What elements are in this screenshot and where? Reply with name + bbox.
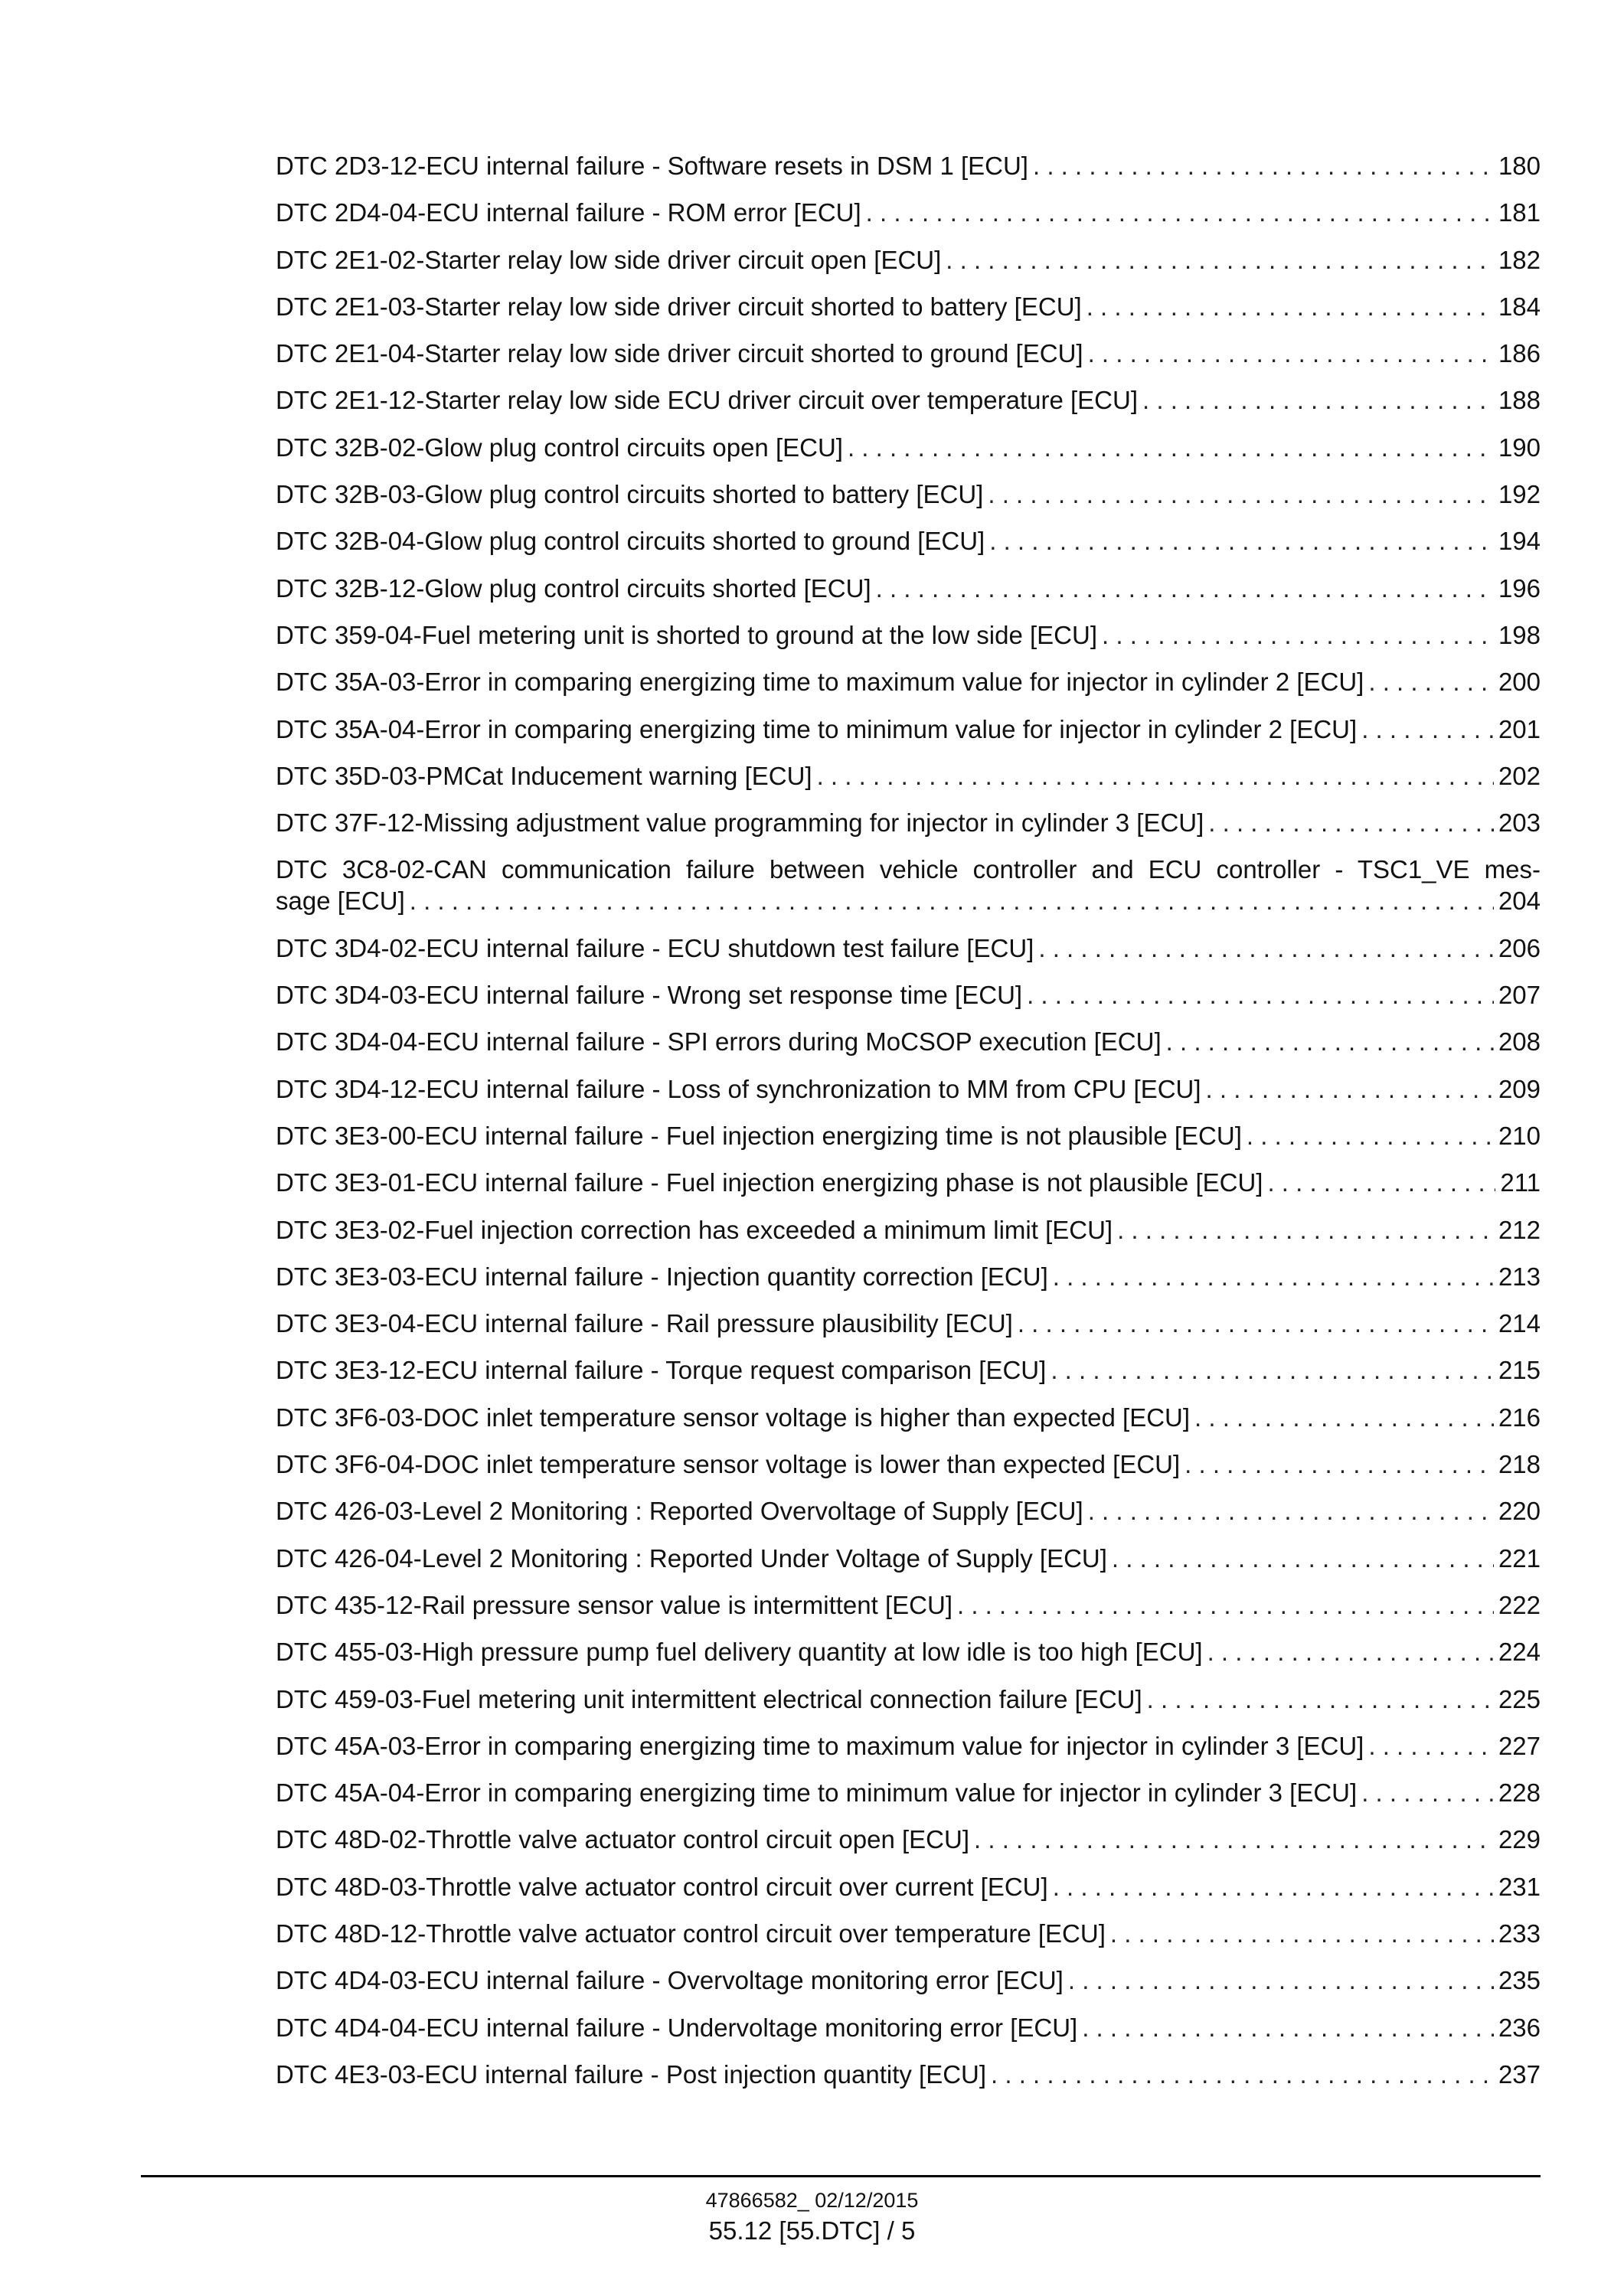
toc-entry-page-number: 211 <box>1500 1168 1541 1197</box>
toc-entry-line <box>276 1402 1541 1433</box>
toc-entry[interactable] <box>276 807 1541 854</box>
toc-entry-page-number: 218 <box>1498 1450 1541 1479</box>
toc-entry-page-number: 237 <box>1498 2059 1541 2089</box>
toc-entry[interactable] <box>276 338 1541 384</box>
toc-entry-line <box>276 1261 1541 1292</box>
toc-entry-page-number: 229 <box>1498 1825 1541 1854</box>
toc-entry-title: DTC 3D4-02-ECU internal failure - ECU shutdown test failure [ECU] <box>276 933 1034 962</box>
toc-entry[interactable] <box>276 979 1541 1026</box>
dot-leader <box>1086 291 1494 322</box>
toc-entry[interactable] <box>276 432 1541 478</box>
toc-entry[interactable] <box>276 1543 1541 1589</box>
toc-entry-page-number: 212 <box>1498 1215 1541 1244</box>
toc-entry-line <box>276 432 1541 463</box>
dot-leader <box>1038 932 1494 964</box>
dot-leader <box>1185 1448 1494 1480</box>
dot-leader <box>1361 714 1494 745</box>
toc-entry-page-number: 222 <box>1498 1590 1541 1619</box>
toc-entry-title: DTC 32B-04-Glow plug control circuits shorted to ground [ECU] <box>276 527 985 556</box>
dot-leader <box>1361 1777 1494 1808</box>
toc-entry-line <box>276 619 1541 651</box>
dot-leader <box>1147 1684 1494 1715</box>
toc-entry[interactable] <box>276 1730 1541 1777</box>
toc-entry-line <box>276 197 1541 228</box>
toc-entry-title: DTC 3D4-12-ECU internal failure - Loss of synchronization to MM from CPU [ECU] <box>276 1074 1201 1103</box>
toc-entry-page-number: 180 <box>1498 152 1541 180</box>
toc-entry[interactable] <box>276 244 1541 291</box>
toc-entry[interactable] <box>276 197 1541 243</box>
toc-entry-line <box>276 1777 1541 1808</box>
dot-leader <box>1088 1495 1494 1527</box>
toc-entry-title-continuation: sage [ECU] <box>276 887 405 916</box>
dot-leader <box>1207 1636 1494 1667</box>
toc-entry-page-number: 203 <box>1498 808 1541 838</box>
toc-entry-title: DTC 3E3-03-ECU internal failure - Injection quantity correction [ECU] <box>276 1262 1048 1291</box>
toc-entry[interactable] <box>276 150 1541 197</box>
dot-leader <box>1166 1026 1494 1057</box>
toc-entry-line <box>276 1495 1541 1527</box>
toc-entry-title: DTC 3C8-02-CAN communication failure between vehicle controller and ECU controller - TSC1_VE mes- <box>276 855 1541 884</box>
toc-entry-title: DTC 3E3-12-ECU internal failure - Torque request comparison [ECU] <box>276 1356 1047 1385</box>
toc-entry-line <box>276 573 1541 604</box>
toc-entry-title: DTC 2E1-04-Starter relay low side driver circuit shorted to ground [ECU] <box>276 339 1083 368</box>
dot-leader <box>410 885 1494 916</box>
toc-entry-page-number: 190 <box>1498 433 1541 462</box>
toc-entry-line <box>276 338 1541 369</box>
footer-divider <box>141 2175 1541 2177</box>
toc-entry-title: DTC 48D-02-Throttle valve actuator control circuit open [ECU] <box>276 1825 970 1854</box>
toc-entry-page-number: 216 <box>1498 1403 1541 1432</box>
toc-entry-title: DTC 2E1-03-Starter relay low side driver circuit shorted to battery [ECU] <box>276 292 1082 321</box>
dot-leader <box>1368 666 1494 697</box>
toc-entry-title: DTC 435-12-Rail pressure sensor value is intermittent [ECU] <box>276 1590 953 1619</box>
toc-entry-line <box>276 1636 1541 1667</box>
toc-entry-line <box>276 760 1541 792</box>
toc-entry-page-number: 221 <box>1498 1543 1541 1573</box>
toc-entry-page-number: 206 <box>1498 933 1541 962</box>
toc-entry-title: DTC 459-03-Fuel metering unit intermittent electrical connection failure [ECU] <box>276 1684 1142 1713</box>
toc-entry-line <box>276 979 1541 1011</box>
toc-entry[interactable] <box>276 760 1541 807</box>
toc-entry-line <box>276 478 1541 510</box>
toc-entry-line <box>276 714 1541 745</box>
toc-entry-title: DTC 35A-04-Error in comparing energizing time to minimum value for injector in cylinder 2 [ECU] <box>276 714 1358 743</box>
toc-entry-line <box>276 1684 1541 1715</box>
toc-entry-title: DTC 3E3-00-ECU internal failure - Fuel injection energizing time is not plausible [ECU] <box>276 1121 1242 1150</box>
toc-entry-page-number: 196 <box>1498 573 1541 603</box>
toc-entry-line <box>276 525 1541 557</box>
toc-entry[interactable] <box>276 619 1541 666</box>
toc-entry[interactable] <box>276 1495 1541 1542</box>
toc-entry-page-number: 215 <box>1498 1356 1541 1385</box>
toc-entry-page-number: 198 <box>1498 620 1541 649</box>
toc-entry-line <box>276 150 1541 181</box>
toc-entry-page-number: 186 <box>1498 339 1541 368</box>
toc-entry[interactable] <box>276 525 1541 572</box>
dot-leader <box>1267 1167 1495 1198</box>
dot-leader <box>1018 1308 1494 1339</box>
toc-entry-page-number: 182 <box>1498 245 1541 274</box>
toc-entry-page-number: 202 <box>1498 761 1541 790</box>
toc-entry-line <box>276 1918 1541 1949</box>
toc-entry-page-number: 235 <box>1498 1966 1541 1995</box>
dot-leader <box>1368 1730 1494 1762</box>
toc-entry-title: DTC 3D4-04-ECU internal failure - SPI errors during MoCSOP execution [ECU] <box>276 1027 1162 1057</box>
toc-entry-line <box>276 1965 1541 1996</box>
toc-entry[interactable] <box>276 1214 1541 1261</box>
toc-entry[interactable] <box>276 291 1541 338</box>
dot-leader <box>1068 1965 1494 1996</box>
toc-entry[interactable] <box>276 1354 1541 1401</box>
toc-entry-line <box>276 1730 1541 1762</box>
toc-entry[interactable] <box>276 1026 1541 1073</box>
toc-entry-page-number: 220 <box>1498 1497 1541 1526</box>
toc-entry-line <box>276 807 1541 838</box>
toc-entry-title: DTC 359-04-Fuel metering unit is shorted to ground at the low side [ECU] <box>276 620 1098 649</box>
dot-leader <box>866 197 1494 228</box>
dot-leader <box>1053 1261 1494 1292</box>
toc-entry-title: DTC 32B-12-Glow plug control circuits shorted [ECU] <box>276 573 871 603</box>
toc-entry-page-number: 207 <box>1498 981 1541 1010</box>
toc-entry[interactable] <box>276 1824 1541 1870</box>
toc-entry-line <box>276 291 1541 322</box>
dot-leader <box>1112 1543 1494 1574</box>
toc-entry-line <box>276 1308 1541 1339</box>
toc-entry[interactable] <box>276 2012 1541 2059</box>
dot-leader <box>1247 1120 1494 1151</box>
dot-leader <box>817 760 1494 792</box>
toc-entry[interactable] <box>276 1918 1541 1965</box>
toc-entry-title: DTC 2D4-04-ECU internal failure - ROM error [ECU] <box>276 198 861 227</box>
dot-leader <box>848 432 1494 463</box>
footer-document-reference: 47866582_ 02/12/2015 <box>705 2189 919 2212</box>
toc-entry-page-number: 194 <box>1498 527 1541 556</box>
toc-entry-title: DTC 3E3-04-ECU internal failure - Rail pressure plausibility [ECU] <box>276 1309 1013 1338</box>
dot-leader <box>1208 807 1494 838</box>
toc-entry-page-number: 188 <box>1498 386 1541 415</box>
toc-entry-line <box>276 666 1541 697</box>
dot-leader <box>991 2059 1494 2090</box>
dot-leader <box>1110 1918 1494 1949</box>
toc-entry-page-number: 210 <box>1498 1121 1541 1150</box>
toc-entry-line <box>276 1871 1541 1902</box>
toc-entry-title: DTC 426-03-Level 2 Monitoring : Reported Overvoltage of Supply [ECU] <box>276 1497 1083 1526</box>
toc-entry-page-number: 200 <box>1498 668 1541 697</box>
toc-entry-title: DTC 3F6-04-DOC inlet temperature sensor voltage is lower than expected [ECU] <box>276 1450 1181 1479</box>
toc-entry[interactable] <box>276 1965 1541 2011</box>
toc-entry-title: DTC 455-03-High pressure pump fuel delivery quantity at low idle is too high [ECU] <box>276 1638 1203 1667</box>
dot-leader <box>876 573 1494 604</box>
toc-entry-title: DTC 32B-03-Glow plug control circuits shorted to battery [ECU] <box>276 480 984 509</box>
toc-entry-line <box>276 1354 1541 1386</box>
toc-entry[interactable] <box>276 1167 1541 1213</box>
toc-entry[interactable] <box>276 1261 1541 1308</box>
toc-entry-page-number: 192 <box>1498 480 1541 509</box>
toc-entry-page-number: 228 <box>1498 1778 1541 1808</box>
dot-leader <box>1027 979 1494 1011</box>
dot-leader <box>1102 619 1494 651</box>
toc-entry-page-number: 233 <box>1498 1919 1541 1948</box>
toc-entry[interactable] <box>276 1777 1541 1824</box>
toc-entry-page-number: 227 <box>1498 1731 1541 1760</box>
toc-entry[interactable] <box>276 1308 1541 1354</box>
toc-entry-line <box>276 1589 1541 1621</box>
toc-entry-title: DTC 45A-03-Error in comparing energizing time to maximum value for injector in cylinder 3 [ECU] <box>276 1731 1364 1760</box>
toc-entry[interactable] <box>276 1073 1541 1120</box>
toc-entry-page-number: 225 <box>1498 1684 1541 1713</box>
toc-entry[interactable] <box>276 573 1541 619</box>
toc-entry[interactable] <box>276 1684 1541 1730</box>
toc-entry-title: DTC 4D4-04-ECU internal failure - Undervoltage monitoring error [ECU] <box>276 2013 1078 2042</box>
toc-entry-title: DTC 426-04-Level 2 Monitoring : Reported Under Voltage of Supply [ECU] <box>276 1543 1107 1573</box>
toc-entry-title: DTC 2E1-02-Starter relay low side driver circuit open [ECU] <box>276 245 942 274</box>
toc-entry[interactable] <box>276 714 1541 760</box>
toc-entry-title: DTC 4D4-03-ECU internal failure - Overvoltage monitoring error [ECU] <box>276 1966 1064 1995</box>
toc-entry-line <box>276 2012 1541 2043</box>
toc-entry[interactable] <box>276 1589 1541 1636</box>
toc-entry-page-number: 214 <box>1498 1309 1541 1338</box>
toc-entry-line <box>276 932 1541 964</box>
dot-leader <box>1082 2012 1494 2043</box>
toc-entry-title: DTC 37F-12-Missing adjustment value programming for injector in cylinder 3 [ECU] <box>276 808 1204 838</box>
dot-leader <box>988 478 1494 510</box>
toc-entry[interactable] <box>276 666 1541 713</box>
toc-entry-line <box>276 384 1541 416</box>
toc-entry-line <box>276 2059 1541 2090</box>
toc-entry-line <box>276 1824 1541 1855</box>
toc-entry[interactable] <box>276 1120 1541 1167</box>
toc-entry[interactable] <box>276 1871 1541 1918</box>
toc-entry-title: DTC 32B-02-Glow plug control circuits open [ECU] <box>276 433 843 462</box>
toc-entry-page-number: 213 <box>1498 1262 1541 1291</box>
toc-entry-title: DTC 35D-03-PMCat Inducement warning [ECU] <box>276 761 812 790</box>
toc-entry-title: DTC 48D-03-Throttle valve actuator control circuit over current [ECU] <box>276 1872 1048 1901</box>
toc-entry-line <box>276 1073 1541 1105</box>
toc-entry-line <box>276 244 1541 276</box>
toc-entry[interactable] <box>276 854 1541 932</box>
dot-leader <box>1117 1214 1494 1246</box>
dot-leader <box>1051 1354 1494 1386</box>
dot-leader <box>1053 1871 1494 1902</box>
toc-entry-title: DTC 3E3-02-Fuel injection correction has exceeded a minimum limit [ECU] <box>276 1215 1113 1244</box>
toc-entry-page-number: 231 <box>1498 1872 1541 1901</box>
toc-entry-page-number: 224 <box>1498 1638 1541 1667</box>
toc-entry-page-number: 201 <box>1498 714 1541 743</box>
toc-entry-page-number: 208 <box>1498 1027 1541 1057</box>
toc-entry-line <box>276 1026 1541 1057</box>
toc-entry-title: DTC 3E3-01-ECU internal failure - Fuel injection energizing phase is not plausible [ECU] <box>276 1168 1263 1197</box>
toc-entry-line <box>276 1448 1541 1480</box>
toc-entry-title: DTC 2D3-12-ECU internal failure - Software resets in DSM 1 [ECU] <box>276 152 1028 180</box>
toc-entry-title: DTC 4E3-03-ECU internal failure - Post injection quantity [ECU] <box>276 2059 987 2089</box>
toc-entry-line <box>276 1167 1541 1198</box>
toc-entry[interactable] <box>276 478 1541 525</box>
toc-entry-title: DTC 48D-12-Throttle valve actuator control circuit over temperature [ECU] <box>276 1919 1106 1948</box>
toc-entry[interactable] <box>276 1448 1541 1495</box>
toc-entry-page-number: 236 <box>1498 2013 1541 2042</box>
toc-entry-page-number: 209 <box>1498 1074 1541 1103</box>
dot-leader <box>1206 1073 1494 1105</box>
dot-leader <box>946 244 1494 276</box>
toc-entry-line <box>276 1214 1541 1246</box>
toc-entry[interactable] <box>276 1636 1541 1683</box>
toc-entry-title: DTC 45A-04-Error in comparing energizing time to minimum value for injector in cylinder 3 [ECU] <box>276 1778 1358 1808</box>
toc-entry[interactable] <box>276 384 1541 431</box>
toc-entry-title: DTC 2E1-12-Starter relay low side ECU driver circuit over temperature [ECU] <box>276 386 1139 415</box>
toc-entry[interactable] <box>276 1402 1541 1448</box>
table-of-contents <box>276 150 1541 2105</box>
dot-leader <box>989 525 1494 557</box>
dot-leader <box>1194 1402 1494 1433</box>
toc-entry-page-number: 184 <box>1498 292 1541 321</box>
dot-leader <box>957 1589 1494 1621</box>
toc-entry-line <box>276 1120 1541 1151</box>
toc-entry-page-number: 181 <box>1498 198 1541 227</box>
dot-leader <box>1088 338 1494 369</box>
toc-entry[interactable] <box>276 2059 1541 2105</box>
toc-entry-title: DTC 3F6-03-DOC inlet temperature sensor voltage is higher than expected [ECU] <box>276 1403 1191 1432</box>
toc-entry-page-number: 204 <box>1498 887 1541 916</box>
toc-entry-title: DTC 3D4-03-ECU internal failure - Wrong set response time [ECU] <box>276 981 1023 1010</box>
toc-entry-line <box>276 1543 1541 1574</box>
dot-leader <box>1033 150 1494 181</box>
dot-leader <box>1142 384 1494 416</box>
toc-entry-title: DTC 35A-03-Error in comparing energizing time to maximum value for injector in cylinder 2 [ECU] <box>276 668 1364 697</box>
toc-entry-line <box>276 885 1541 916</box>
toc-entry[interactable] <box>276 932 1541 979</box>
dot-leader <box>974 1824 1494 1855</box>
footer-page-reference: 55.12 [55.DTC] / 5 <box>708 2216 916 2245</box>
